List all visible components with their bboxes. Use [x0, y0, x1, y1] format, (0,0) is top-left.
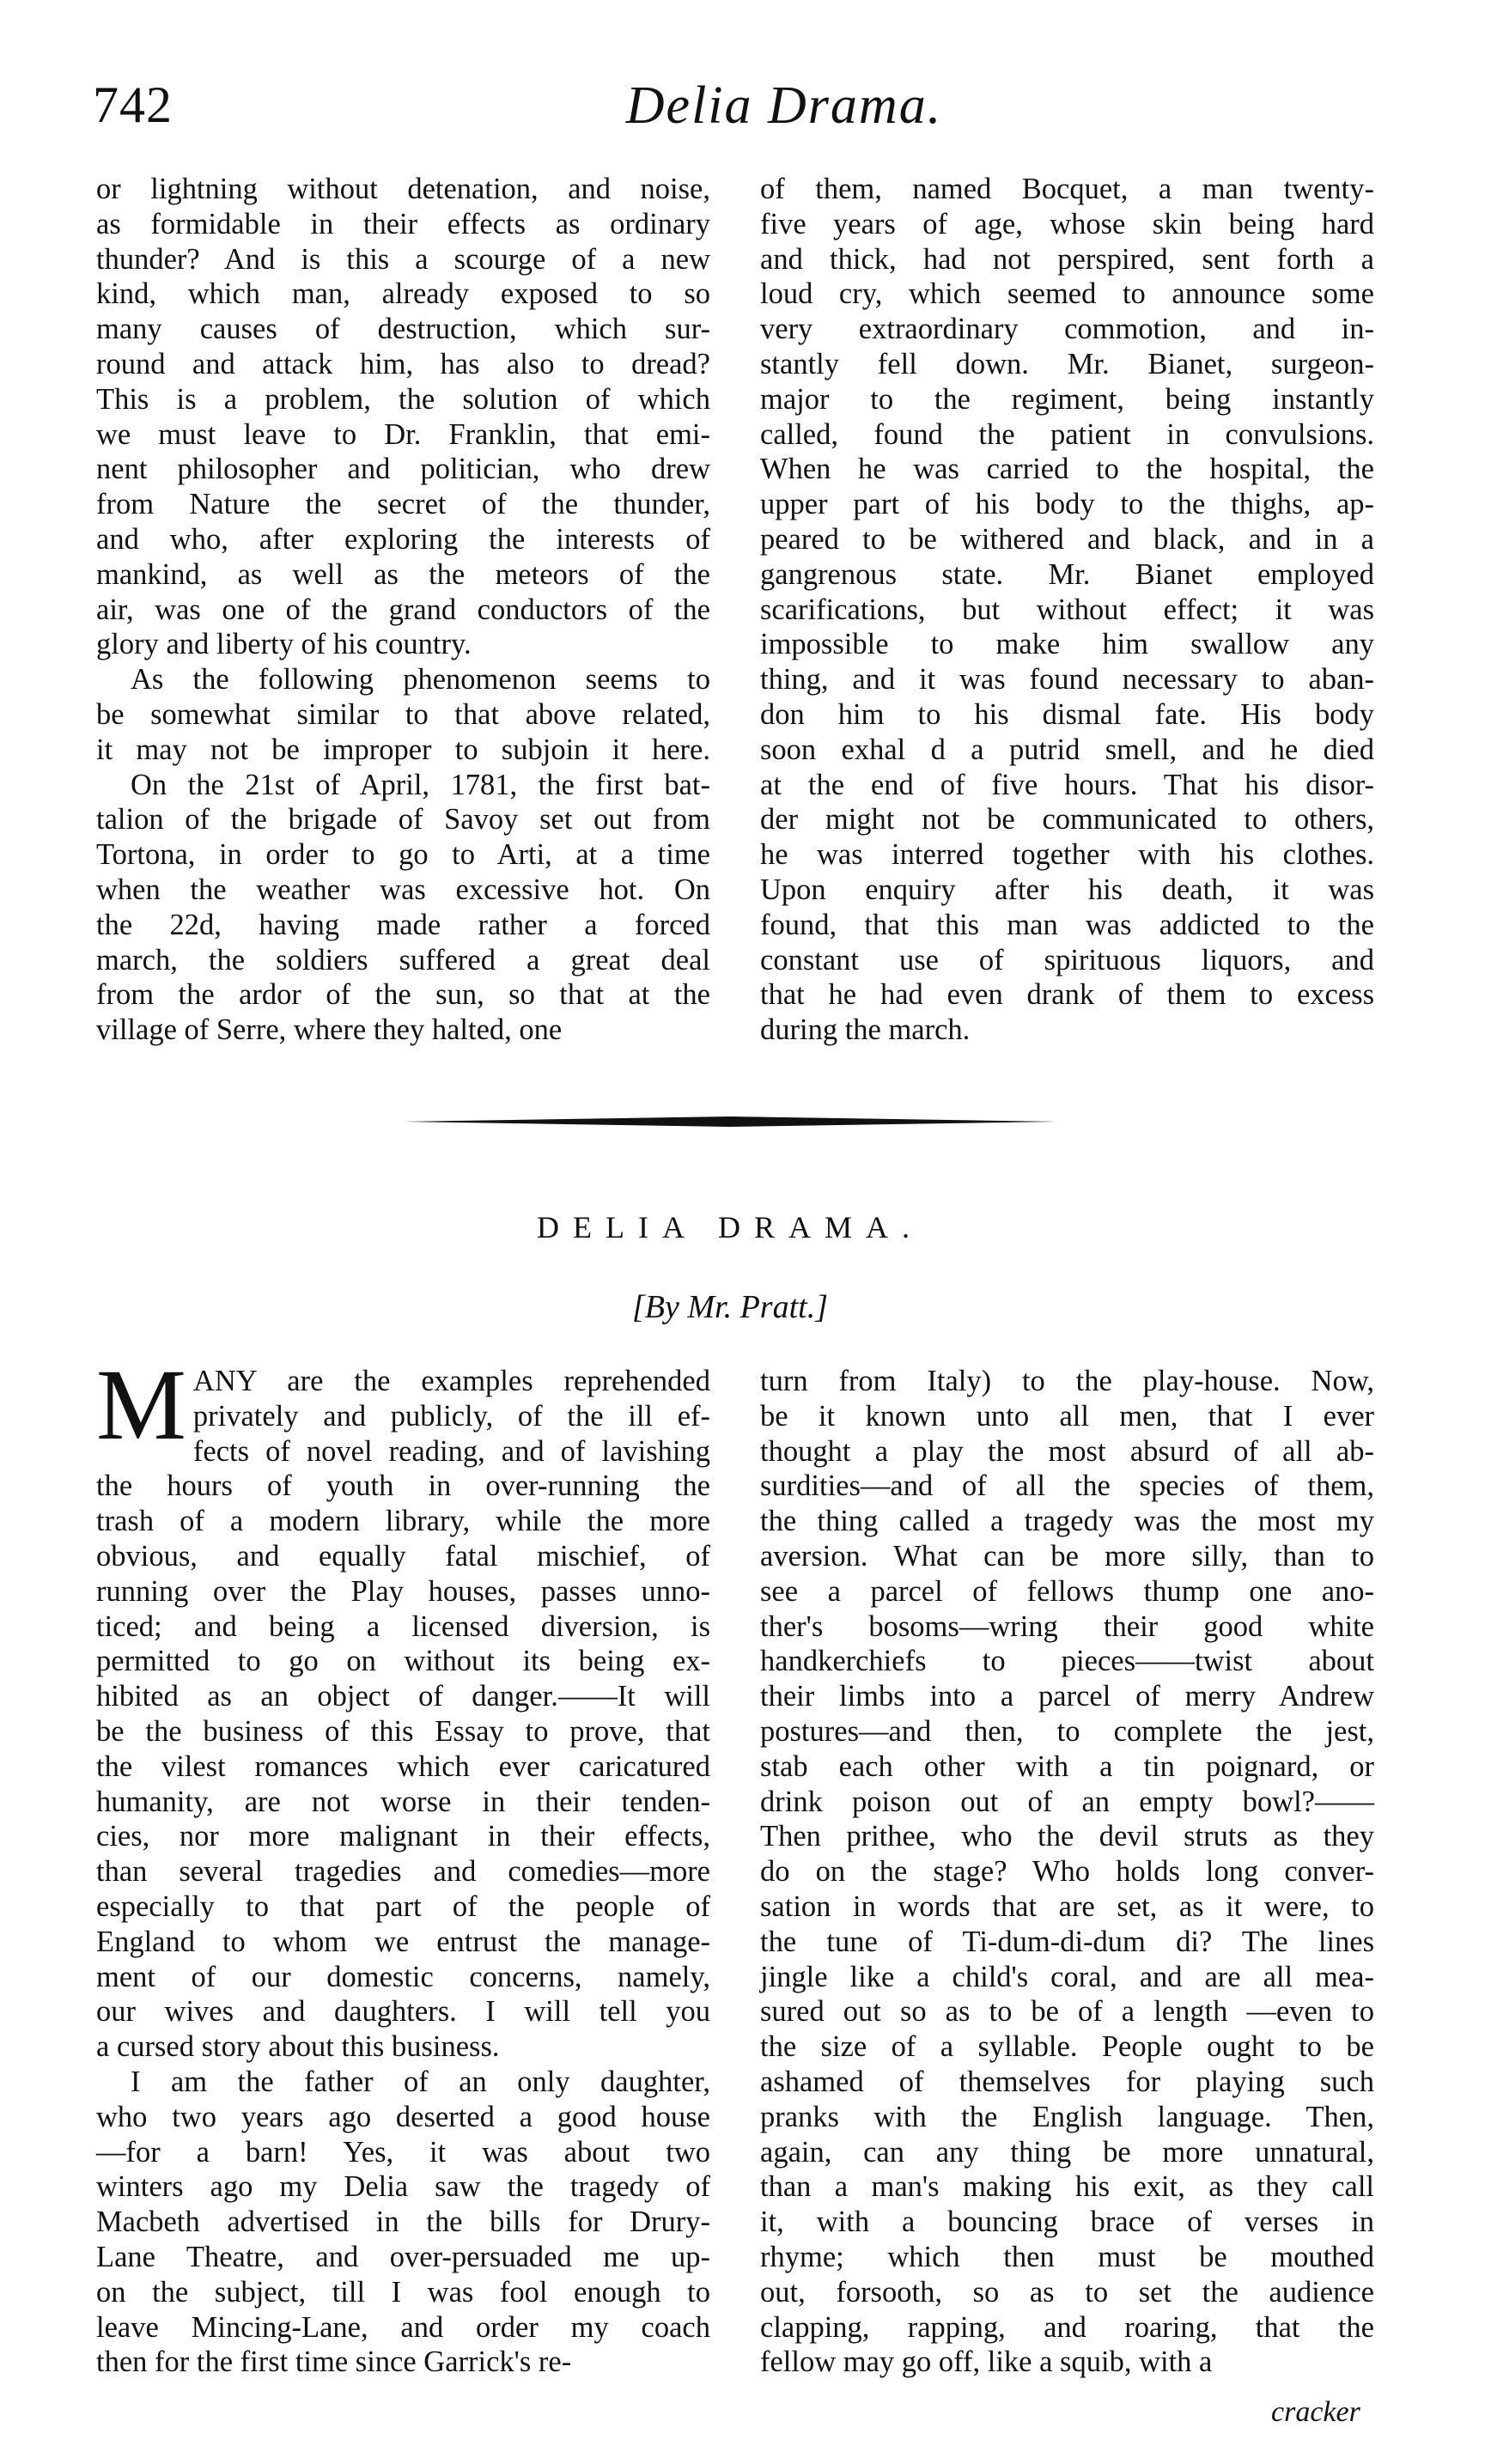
- text-line: Lane Theatre, and over-persuaded me up-: [96, 2240, 710, 2273]
- text-line: On the 21st of April, 1781, the first bat-: [131, 768, 710, 801]
- text-line: thought a play the most absurd of all ab-: [760, 1434, 1374, 1468]
- text-line: I am the father of an only daughter,: [131, 2065, 710, 2098]
- text-line: turn from Italy) to the play-house. Now,: [760, 1365, 1374, 1397]
- text-line: ANY are the examples reprehended: [192, 1365, 710, 1397]
- text-line: leave Mincing-Lane, and order my coach: [96, 2310, 710, 2344]
- text-line: we must leave to Dr. Franklin, that emi-: [96, 417, 710, 451]
- text-line: it, with a bouncing brace of verses in: [760, 2205, 1374, 2239]
- text-line: winters ago my Delia saw the tragedy of: [96, 2170, 710, 2204]
- text-line: stab each other with a tin poignard, or: [760, 1749, 1374, 1783]
- text-line: sured out so as to be of a length —even to: [760, 1995, 1374, 2029]
- text-line: very extraordinary commotion, and in-: [760, 313, 1374, 346]
- text-line: scarifications, but without effect; it was: [760, 593, 1374, 626]
- text-line: clapping, rapping, and roaring, that the: [760, 2310, 1374, 2344]
- text-line: nent philosopher and politician, who drew: [96, 453, 710, 486]
- text-line: rhyme; which then must be mouthed: [760, 2240, 1374, 2273]
- text-line: the size of a syllable. People ought to be: [760, 2030, 1374, 2064]
- text-line: be it known unto all men, that I ever: [760, 1399, 1374, 1433]
- text-line: peared to be withered and black, and in a: [760, 522, 1374, 556]
- text-line: as formidable in their effects as ordinary: [96, 207, 710, 240]
- text-line: when the weather was excessive hot. On: [96, 873, 710, 906]
- drop-cap: M: [96, 1348, 186, 1461]
- text-line: village of Serre, where they halted, one: [96, 1013, 563, 1047]
- text-line: air, was one of the grand conductors of the: [96, 593, 710, 626]
- text-line: ment of our domestic concerns, namely,: [96, 1960, 710, 1993]
- text-line: cies, nor more malignant in their effects,: [96, 1820, 710, 1853]
- text-line: ticed; and being a licensed diversion, is: [96, 1609, 710, 1643]
- text-line: loud cry, which seemed to announce some: [760, 277, 1374, 311]
- text-line: round and attack him, has also to dread?: [96, 347, 710, 380]
- article-byline: [By Mr. Pratt.]: [632, 1289, 828, 1325]
- text-line: be somewhat similar to that above related,: [96, 697, 710, 731]
- text-line: many causes of destruction, which sur-: [96, 313, 710, 346]
- text-line: hibited as an object of danger.——It will: [96, 1680, 710, 1713]
- text-line: especially to that part of the people of: [96, 1889, 710, 1923]
- text-line: ashamed of themselves for playing such: [760, 2065, 1374, 2098]
- text-line: five years of age, whose skin being hard: [760, 207, 1374, 240]
- section-divider-rule: [404, 1116, 1056, 1127]
- text-line: This is a problem, the solution of which: [96, 382, 710, 416]
- text-line: handkerchiefs to pieces——twist about: [760, 1645, 1374, 1678]
- text-line: march, the soldiers suffered a great deal: [96, 943, 710, 976]
- text-line: then for the first time since Garrick's re-: [96, 2345, 572, 2379]
- text-line: the 22d, having made rather a forced: [96, 908, 710, 941]
- text-line: from the ardor of the sun, so that at the: [96, 978, 710, 1012]
- text-line: jingle like a child's coral, and are all mea-: [760, 1960, 1374, 1993]
- text-line: called, found the patient in convulsions.: [760, 417, 1374, 451]
- text-line: trash of a modern library, while the more: [96, 1505, 710, 1538]
- running-head: Delia Drama.: [625, 76, 943, 135]
- text-line: from Nature the secret of the thunder,: [96, 488, 710, 521]
- text-line: pranks with the English language. Then,: [760, 2100, 1374, 2133]
- text-line: humanity, are not worse in their tenden-: [96, 1785, 710, 1818]
- text-line: on the subject, till I was fool enough to: [96, 2275, 710, 2309]
- text-line: of them, named Bocquet, a man twenty-: [760, 173, 1374, 205]
- text-line: during the march.: [760, 1013, 971, 1047]
- text-line: the hours of youth in over-running the: [96, 1469, 710, 1503]
- text-line: privately and publicly, of the ill ef-: [192, 1399, 710, 1433]
- text-line: ther's bosoms—wring their good white: [760, 1609, 1374, 1643]
- text-line: talion of the brigade of Savoy set out from: [96, 803, 710, 837]
- top-left-column: [96, 172, 710, 1048]
- text-line: and who, after exploring the interests of: [96, 522, 710, 556]
- text-line: and thick, had not perspired, sent forth a: [760, 242, 1374, 276]
- article-title: DELIA DRAMA.: [537, 1210, 923, 1244]
- text-line: der might not be communicated to others,: [760, 803, 1374, 837]
- text-line: Then prithee, who the devil struts as they: [760, 1820, 1374, 1853]
- text-line: found, that this man was addicted to the: [760, 908, 1374, 941]
- text-line: again, can any thing be more unnatural,: [760, 2135, 1374, 2169]
- text-line: fects of novel reading, and of lavishing: [192, 1434, 710, 1468]
- text-line: aversion. What can be more silly, than to: [760, 1539, 1374, 1573]
- top-right-column: [760, 172, 1374, 1048]
- text-line: constant use of spirituous liquors, and: [760, 943, 1374, 976]
- text-line: As the following phenomenon seems to: [131, 663, 710, 697]
- text-line: than a man's making his exit, as they call: [760, 2170, 1374, 2204]
- text-line: When he was carried to the hospital, the: [760, 453, 1374, 486]
- text-line: impossible to make him swallow any: [760, 628, 1374, 661]
- text-line: that he had even drank of them to excess: [760, 978, 1374, 1012]
- text-line: postures—and then, to complete the jest,: [760, 1714, 1374, 1748]
- text-line: the thing called a tragedy was the most my: [760, 1505, 1374, 1538]
- text-line: the tune of Ti-dum-di-dum di? The lines: [760, 1925, 1374, 1958]
- text-line: be the business of this Essay to prove, that: [96, 1714, 710, 1748]
- text-line: fellow may go off, like a squib, with a: [760, 2345, 1213, 2379]
- text-line: mankind, as well as the meteors of the: [96, 557, 710, 591]
- bottom-left-column: [96, 1348, 710, 2380]
- catchword: cracker: [1271, 2396, 1360, 2428]
- text-line: Upon enquiry after his death, it was: [760, 873, 1374, 906]
- text-line: upper part of his body to the thighs, ap-: [760, 488, 1374, 521]
- page-number: 742: [93, 76, 173, 133]
- text-line: England to whom we entrust the manage-: [96, 1925, 710, 1958]
- text-line: stantly fell down. Mr. Bianet, surgeon-: [760, 347, 1374, 380]
- text-line: or lightning without detenation, and noise,: [96, 173, 710, 205]
- text-line: at the end of five hours. That his disor-: [760, 768, 1374, 801]
- bottom-right-column: [760, 1364, 1374, 2380]
- text-line: kind, which man, already exposed to so: [96, 277, 710, 311]
- text-line: than several tragedies and comedies—more: [96, 1855, 710, 1889]
- text-line: Tortona, in order to go to Arti, at a time: [96, 838, 710, 872]
- text-line: gangrenous state. Mr. Bianet employed: [760, 557, 1374, 591]
- text-line: Macbeth advertised in the bills for Drury-: [96, 2205, 710, 2239]
- text-line: a cursed story about this business.: [96, 2030, 500, 2064]
- page-header: [93, 76, 1390, 144]
- text-line: soon exhal d a putrid smell, and he died: [760, 733, 1374, 766]
- text-line: glory and liberty of his country.: [96, 628, 472, 661]
- text-line: major to the regiment, being instantly: [760, 382, 1374, 416]
- text-line: do on the stage? Who holds long conver-: [760, 1855, 1374, 1889]
- text-line: running over the Play houses, passes unno-: [96, 1574, 710, 1608]
- text-line: —for a barn! Yes, it was about two: [96, 2135, 710, 2169]
- text-line: permitted to go on without its being ex-: [96, 1645, 710, 1678]
- text-line: drink poison out of an empty bowl?——: [760, 1785, 1374, 1818]
- text-line: our wives and daughters. I will tell you: [96, 1995, 710, 2029]
- text-line: sation in words that are set, as it were, to: [760, 1889, 1374, 1923]
- text-line: their limbs into a parcel of merry Andrew: [760, 1680, 1374, 1713]
- text-line: thunder? And is this a scourge of a new: [96, 242, 710, 276]
- text-line: obvious, and equally fatal mischief, of: [96, 1539, 710, 1573]
- text-line: don him to his dismal fate. His body: [760, 697, 1374, 731]
- text-line: the vilest romances which ever caricatured: [96, 1749, 710, 1783]
- text-line: it may not be improper to subjoin it here.: [96, 733, 710, 766]
- text-line: see a parcel of fellows thump one ano-: [760, 1574, 1374, 1608]
- text-line: he was interred together with his clothes.: [760, 838, 1374, 872]
- text-line: out, forsooth, so as to set the audience: [760, 2275, 1374, 2309]
- text-line: surdities—and of all the species of them,: [760, 1469, 1374, 1503]
- text-line: thing, and it was found necessary to aban-: [760, 663, 1374, 697]
- text-line: who two years ago deserted a good house: [96, 2100, 710, 2133]
